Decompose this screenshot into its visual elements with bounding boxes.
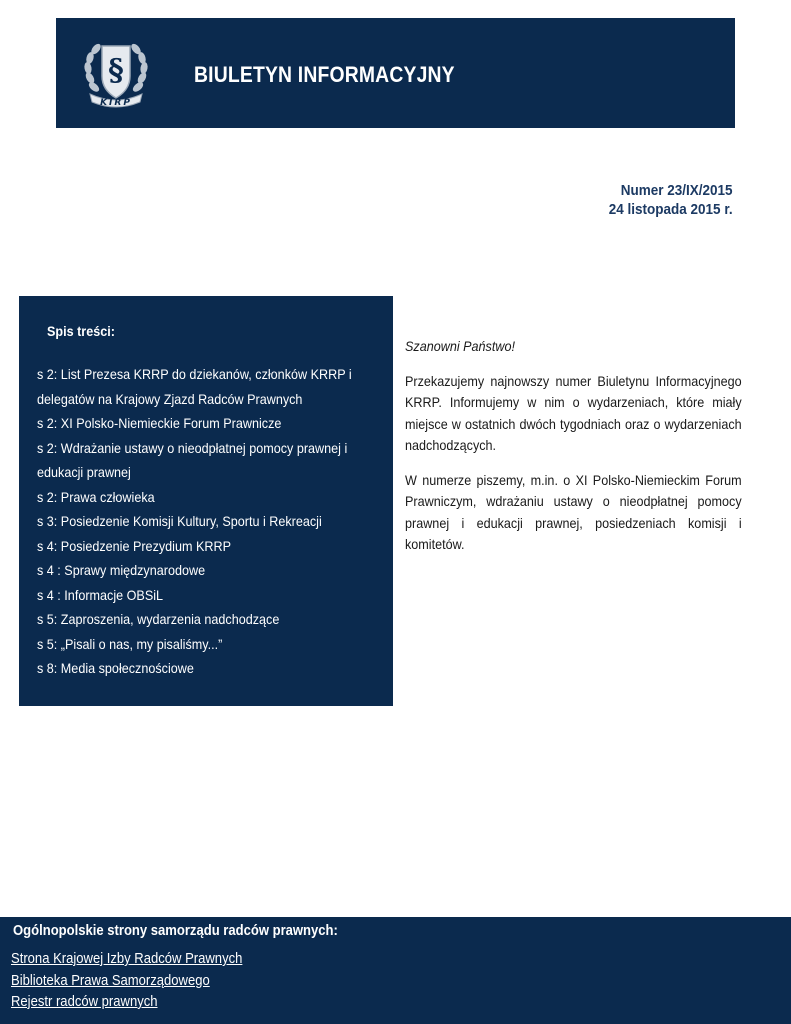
toc-item[interactable]: s 2: Prawa człowieka — [37, 488, 155, 505]
footer-heading: Ogólnopolskie strony samorządu radców prawnych: — [13, 923, 338, 939]
intro-text — [405, 336, 742, 569]
toc-item[interactable]: s 5: Zaproszenia, wydarzenia nadchodzące — [37, 611, 280, 627]
header-banner — [56, 18, 735, 128]
intro-paragraph-2: W numerze piszemy, m.in. o XI Polsko-Niemieckim Forum Prawniczym, wdrażaniu ustawy o nieodpłatnej pomocy prawnej i edukacji prawnej, posiedzeniach komisji i komitetów. — [405, 471, 742, 552]
issue-date: 24 listopada 2015 r. — [609, 201, 733, 218]
toc-item[interactable]: s 5: „Pisali o nas, my pisaliśmy...” — [37, 635, 223, 652]
greeting: Szanowni Państwo! — [405, 338, 515, 354]
bulletin-title: BIULETYN INFORMACYJNY — [194, 62, 455, 87]
toc-item[interactable]: s 3: Posiedzenie Komisji Kultury, Sportu i Rekreacji — [37, 513, 322, 529]
link-krajowa-izba[interactable]: Strona Krajowej Izby Radców Prawnych — [11, 951, 243, 967]
toc-item[interactable]: s 4 : Informacje OBSiL — [37, 586, 164, 603]
toc-item[interactable]: s 4: Posiedzenie Prezydium KRRP — [37, 537, 231, 554]
toc-item[interactable]: s 2: Wdrażanie ustawy o nieodpłatnej pomocy prawnej i edukacji prawnej — [37, 439, 348, 480]
toc-item[interactable]: s 2: List Prezesa KRRP do dziekanów, członków KRRP i delegatów na Krajowy Zjazd Radców Prawnych — [37, 366, 352, 407]
footer-links — [11, 949, 268, 1014]
footer — [0, 917, 791, 1024]
issue-info — [609, 181, 733, 219]
toc-item[interactable]: s 2: XI Polsko-Niemieckie Forum Prawnicze — [37, 415, 282, 431]
toc-heading: Spis treści: — [47, 323, 115, 339]
issue-number: Numer 23/IX/2015 — [621, 182, 733, 199]
svg-text:KIRP: KIRP — [100, 98, 132, 108]
toc-list — [37, 362, 377, 681]
toc-item[interactable]: s 4 : Sprawy międzynarodowe — [37, 562, 206, 578]
table-of-contents — [19, 296, 393, 706]
krp-logo-icon — [76, 32, 156, 112]
link-biblioteka-prawa[interactable]: Biblioteka Prawa Samorządowego — [11, 972, 210, 989]
toc-item[interactable]: s 8: Media społecznościowe — [37, 660, 194, 676]
link-rejestr-radcow[interactable]: Rejestr radców prawnych — [11, 994, 158, 1010]
svg-text:§: § — [108, 53, 124, 88]
intro-paragraph-1: Przekazujemy najnowszy numer Biuletynu Informacyjnego KRRP. Informujemy w nim o wydarzeniach, które miały miejsce w ostatnich dwóch tygodniach oraz o wydarzeniach nadchodzących. — [405, 372, 742, 453]
